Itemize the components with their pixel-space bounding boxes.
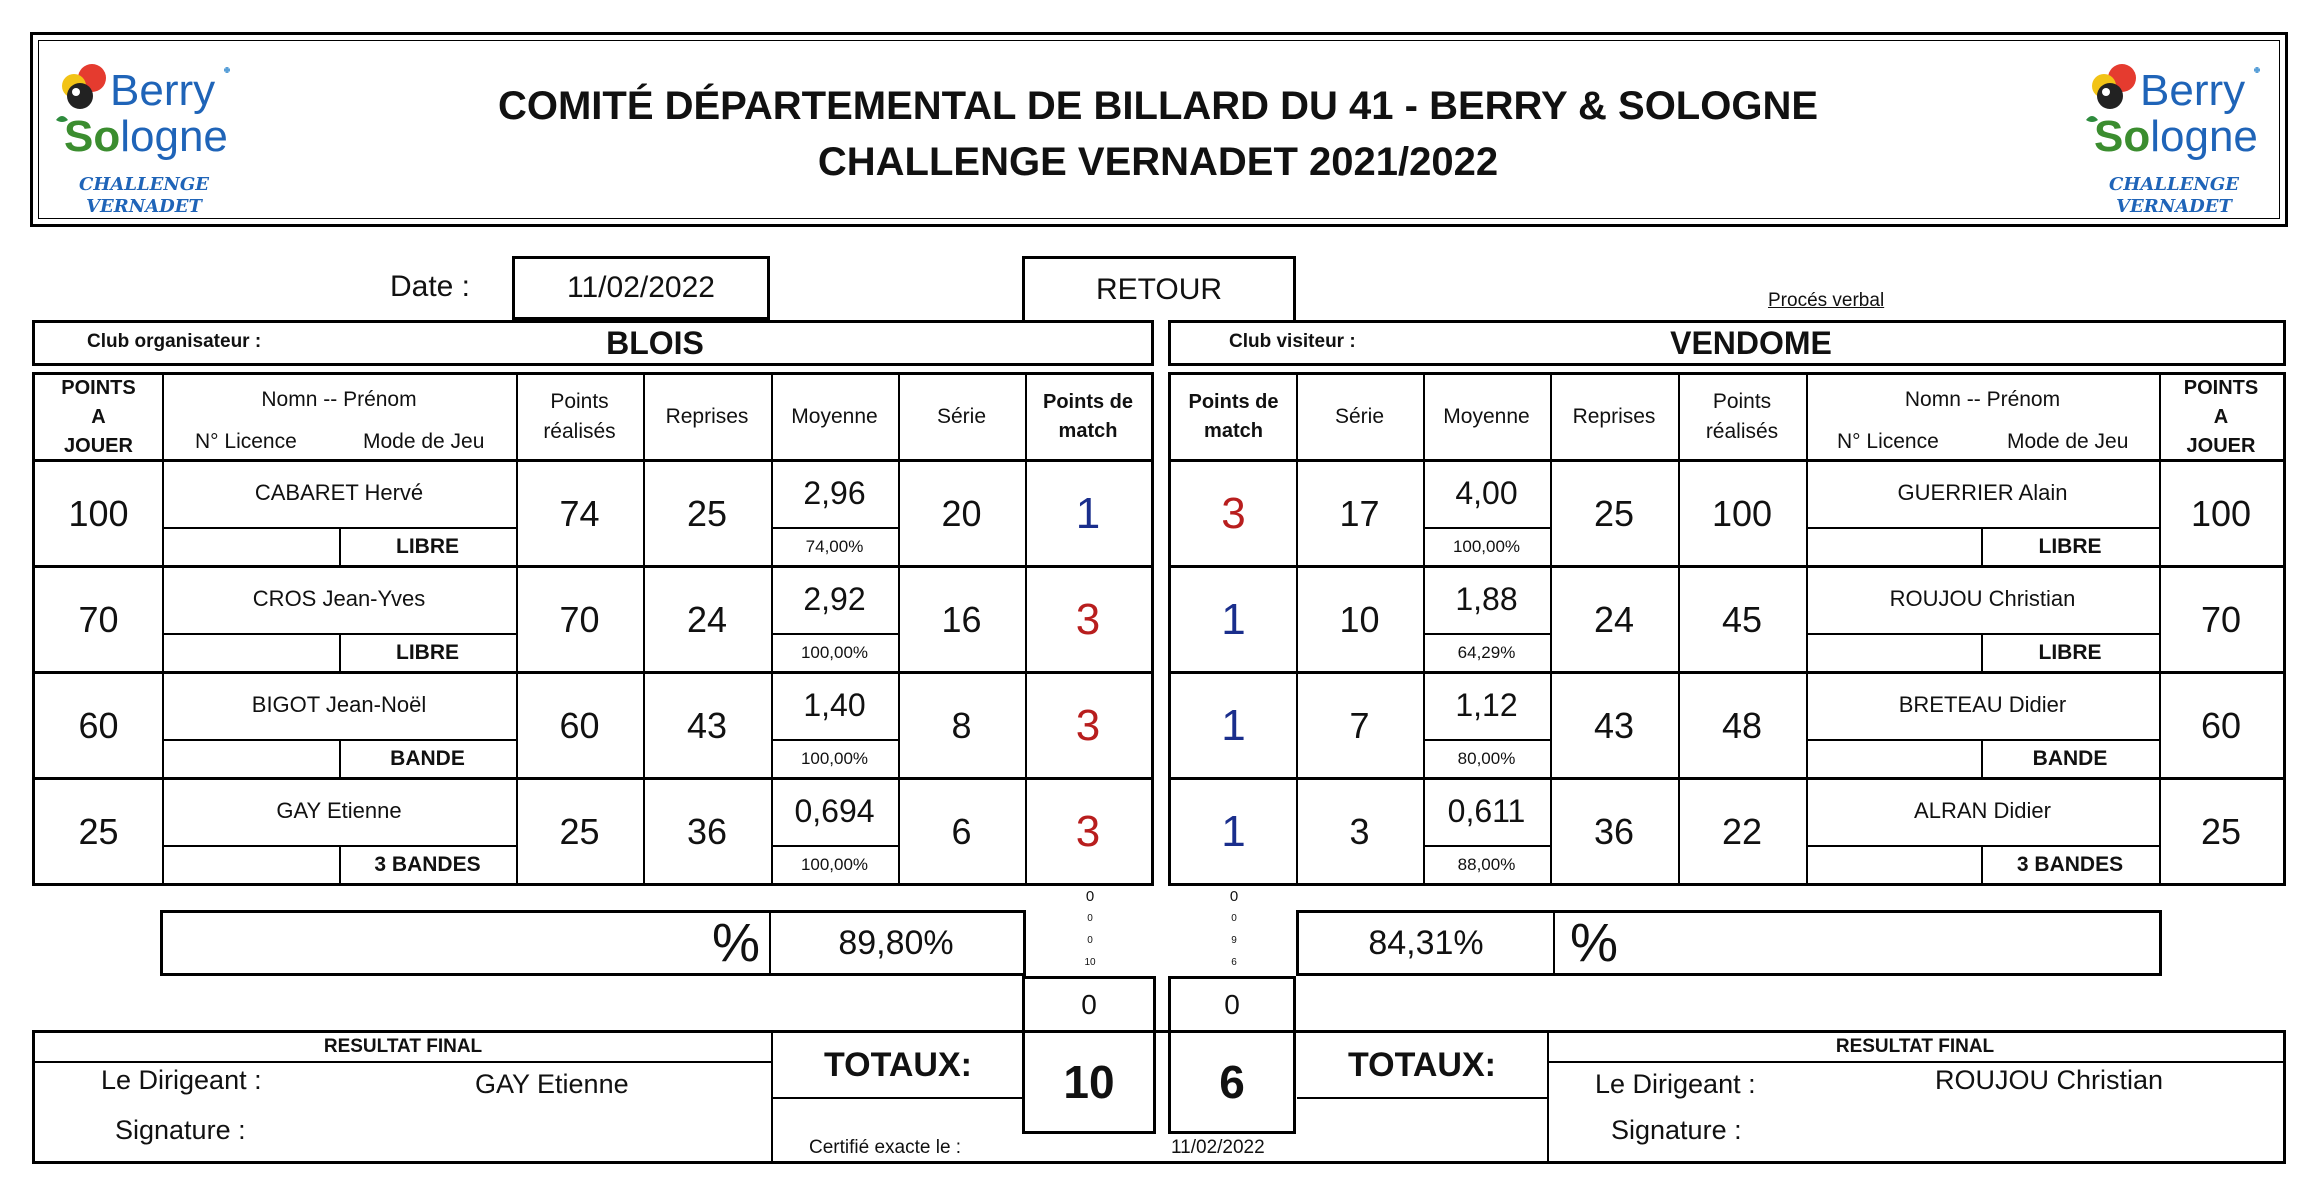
home-percent-symbol: % <box>711 913 760 973</box>
row-points-realises: 74 <box>559 492 600 534</box>
row-serie: 16 <box>941 598 982 640</box>
visitor-percent-box <box>1296 910 2162 976</box>
row-game-mode: LIBRE <box>396 641 459 664</box>
row-points-a-jouer: 25 <box>2200 810 2242 852</box>
page-subtitle: CHALLENGE VERNADET 2021/2022 <box>817 139 1499 184</box>
row-serie: 17 <box>1339 492 1380 534</box>
row-points-realises: 60 <box>559 704 600 746</box>
header-match: Points de match <box>1042 391 1133 442</box>
row-match-points: 1 <box>1221 806 1246 856</box>
home-percent-box <box>160 910 1026 976</box>
visitor-zero-cell: 0 <box>1168 976 1296 1034</box>
row-game-mode: BANDE <box>2032 747 2108 770</box>
row-match-points: 3 <box>1221 488 1246 538</box>
row-reprises: 36 <box>686 810 728 852</box>
logo-caption-2: VERNADET <box>86 196 202 217</box>
row-points-realises: 48 <box>1721 704 1763 746</box>
row-moyenne-percent: 88,00% <box>1457 855 1516 874</box>
visitor-percent-value: 84,31% <box>1368 923 1484 962</box>
row-game-mode: 3 BANDES <box>374 853 481 876</box>
row-match-points: 3 <box>1075 806 1101 856</box>
row-points-realises: 45 <box>1721 598 1763 640</box>
row-game-mode: LIBRE <box>2038 641 2102 664</box>
header-serie: Série <box>936 404 987 428</box>
home-mini-col: 0 0 0 10 <box>1084 888 1096 968</box>
certified-label: Certifié exacte le : <box>809 1137 962 1158</box>
logo-caption-2: VERNADET <box>2116 196 2232 217</box>
home-percent-value: 89,80% <box>838 923 954 962</box>
header-points-a-jouer: POINTS A JOUER <box>61 376 136 457</box>
row-match-points: 3 <box>1075 700 1101 750</box>
row-points-a-jouer: 60 <box>78 704 119 746</box>
row-points-a-jouer: 100 <box>68 492 129 534</box>
row-serie: 7 <box>1349 704 1370 746</box>
logo-left <box>44 58 244 218</box>
row-match-points: 1 <box>1221 594 1246 644</box>
header-name: Nomn -- Prénom <box>261 388 417 411</box>
logo-caption-1: CHALLENGE <box>2109 174 2239 195</box>
logo-sologne-text: Sologne <box>64 112 228 161</box>
header-mode: Mode de Jeu <box>363 430 485 453</box>
row-serie: 20 <box>941 492 982 534</box>
row-serie: 10 <box>1339 598 1380 640</box>
row-player-name: ALRAN Didier <box>1914 798 2051 823</box>
leg-field: RETOUR <box>1022 256 1296 320</box>
row-serie: 8 <box>951 704 972 746</box>
row-reprises: 43 <box>686 704 728 746</box>
row-player-name: BIGOT Jean-Noël <box>251 692 427 717</box>
header-reprises: Reprises <box>1572 404 1656 428</box>
logo-sologne-text: Sologne <box>2094 112 2258 161</box>
visitor-mini-col: 0 0 9 6 <box>1229 888 1239 968</box>
visitor-total: 6 <box>1168 1030 1296 1134</box>
row-player-name: CROS Jean-Yves <box>252 586 426 611</box>
row-reprises: 24 <box>686 598 728 640</box>
row-moyenne: 1,40 <box>803 686 866 723</box>
row-moyenne: 0,611 <box>1447 792 1526 829</box>
row-points-a-jouer: 70 <box>2200 598 2242 640</box>
row-moyenne: 2,96 <box>803 474 866 511</box>
header-points-a-jouer: POINTS A JOUER <box>2183 376 2259 457</box>
row-moyenne: 1,88 <box>1455 580 1518 617</box>
header-moyenne: Moyenne <box>1443 404 1530 428</box>
date-label: Date : <box>389 270 471 303</box>
logo-berry-text: Berry <box>110 66 216 115</box>
visitor-result-label: RESULTAT FINAL <box>1835 1036 1995 1057</box>
row-serie: 3 <box>1349 810 1370 852</box>
row-points-realises: 25 <box>559 810 600 852</box>
row-reprises: 24 <box>1593 598 1635 640</box>
home-total: 10 <box>1022 1030 1156 1134</box>
logo-right <box>2074 58 2274 218</box>
row-points-realises: 100 <box>1711 492 1773 534</box>
row-moyenne: 2,92 <box>803 580 866 617</box>
certified-date: 11/02/2022 <box>1171 1137 1265 1158</box>
row-match-points: 1 <box>1075 488 1101 538</box>
visitor-club-name: VENDOME <box>1670 324 1832 361</box>
header-realises: Points réalisés <box>543 389 616 443</box>
visitor-totals-label: TOTAUX: <box>1348 1045 1496 1084</box>
row-player-name: GUERRIER Alain <box>1897 480 2068 505</box>
row-moyenne: 0,694 <box>794 792 875 829</box>
row-player-name: CABARET Hervé <box>254 480 424 505</box>
row-player-name: BRETEAU Didier <box>1898 692 2067 717</box>
home-club-label: Club organisateur : <box>87 331 262 352</box>
header-reprises: Reprises <box>665 404 749 428</box>
row-moyenne: 1,12 <box>1455 686 1518 723</box>
page-title: COMITÉ DÉPARTEMENTAL DE BILLARD DU 41 - BERRY & SOLOGNE <box>497 83 1819 128</box>
home-leader-name: GAY Etienne <box>475 1069 629 1099</box>
row-player-name: GAY Etienne <box>276 798 402 823</box>
row-reprises: 36 <box>1593 810 1635 852</box>
row-points-realises: 22 <box>1721 810 1763 852</box>
row-points-a-jouer: 60 <box>2200 704 2242 746</box>
row-match-points: 3 <box>1075 594 1101 644</box>
visitor-signature-label: Signature : <box>1611 1115 1742 1145</box>
row-moyenne: 4,00 <box>1455 474 1518 511</box>
header-licence: N° Licence <box>195 430 297 453</box>
proces-verbal-link[interactable]: Procés verbal <box>1768 290 1885 311</box>
header-serie: Série <box>1334 404 1385 428</box>
row-points-realises: 70 <box>559 598 600 640</box>
row-match-points: 1 <box>1221 700 1246 750</box>
logo-caption-1: CHALLENGE <box>79 174 209 195</box>
home-club-name: BLOIS <box>606 324 704 361</box>
header-licence: N° Licence <box>1837 430 1939 453</box>
row-points-a-jouer: 70 <box>78 598 119 640</box>
visitor-club-bar <box>1168 320 2286 366</box>
row-moyenne-percent: 100,00% <box>800 643 869 662</box>
visitor-leader-label: Le Dirigeant : <box>1595 1069 1756 1099</box>
row-points-a-jouer: 100 <box>2190 492 2252 534</box>
row-player-name: ROUJOU Christian <box>1889 586 2076 611</box>
row-serie: 6 <box>951 810 972 852</box>
home-result-label: RESULTAT FINAL <box>323 1036 483 1057</box>
header-realises: Points réalisés <box>1705 389 1779 443</box>
row-moyenne-percent: 100,00% <box>800 855 869 874</box>
home-leader-label: Le Dirigeant : <box>101 1065 262 1095</box>
row-game-mode: 3 BANDES <box>2016 853 2124 876</box>
visitor-leader-name: ROUJOU Christian <box>1935 1065 2164 1095</box>
home-signature-label: Signature : <box>115 1115 246 1145</box>
row-reprises: 25 <box>1593 492 1635 534</box>
row-moyenne-percent: 100,00% <box>800 749 869 768</box>
row-points-a-jouer: 25 <box>78 810 119 852</box>
logo-berry-text: Berry <box>2140 66 2246 115</box>
row-reprises: 25 <box>686 492 728 534</box>
row-moyenne-percent: 74,00% <box>805 537 864 556</box>
header-name: Nomn -- Prénom <box>1904 388 2061 411</box>
visitor-table <box>1168 372 2286 886</box>
home-club-bar <box>32 320 1154 366</box>
row-moyenne-percent: 80,00% <box>1457 749 1516 768</box>
header-match: Points de match <box>1188 391 1279 442</box>
row-moyenne-percent: 64,29% <box>1457 643 1516 662</box>
row-reprises: 43 <box>1593 704 1635 746</box>
home-totals-label: TOTAUX: <box>824 1045 972 1084</box>
header-moyenne: Moyenne <box>791 404 878 428</box>
date-field: 11/02/2022 <box>512 256 770 320</box>
visitor-percent-symbol: % <box>1569 913 1618 973</box>
home-zero-cell: 0 <box>1022 976 1156 1034</box>
visitor-club-label: Club visiteur : <box>1229 331 1356 352</box>
row-game-mode: LIBRE <box>396 535 459 558</box>
home-table <box>32 372 1154 886</box>
bottom-frame <box>32 1030 2286 1164</box>
row-moyenne-percent: 100,00% <box>1452 537 1521 556</box>
row-game-mode: LIBRE <box>2038 535 2102 558</box>
header-mode: Mode de Jeu <box>2007 430 2129 453</box>
row-game-mode: BANDE <box>390 747 465 770</box>
